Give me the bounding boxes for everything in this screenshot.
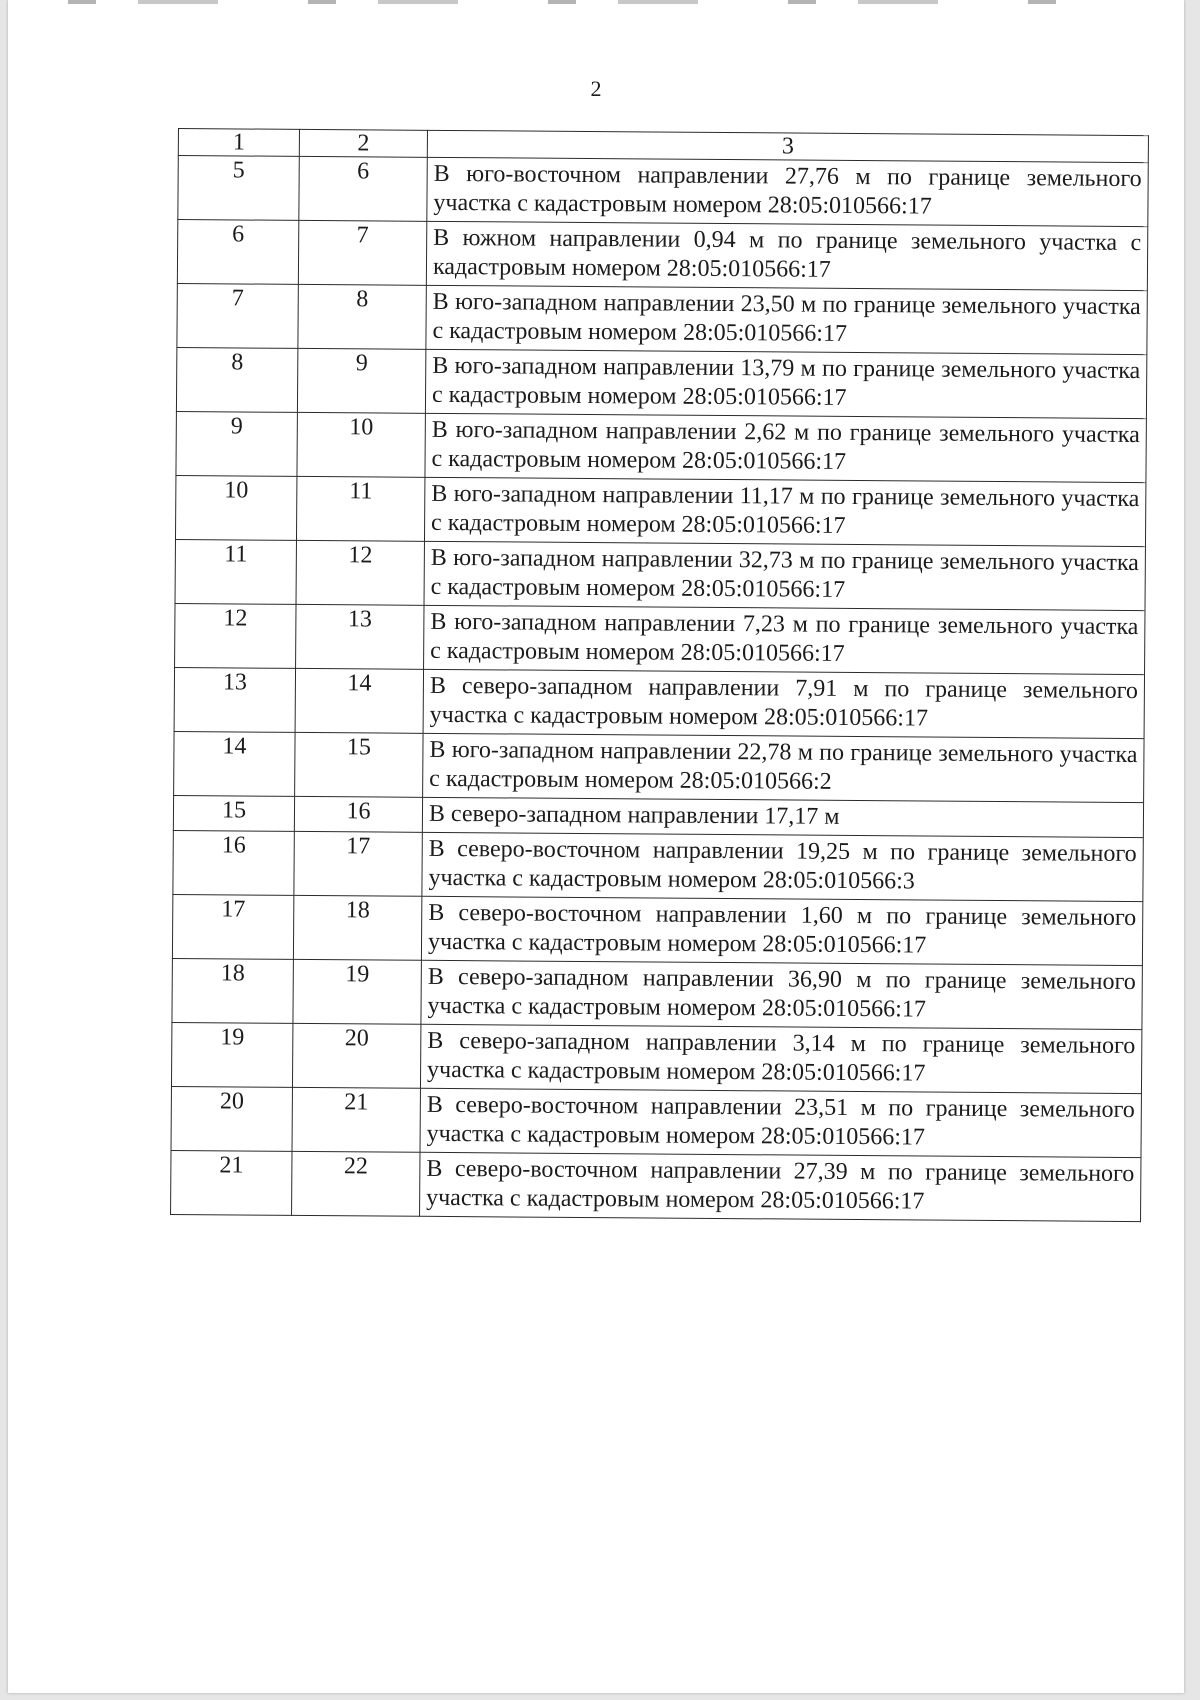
table-row	[172, 958, 1142, 1029]
boundary-description-cell: В юго-западном направлении 23,50 м по границе земельного участка с кадастровым номером 28:05:010566:17	[426, 285, 1147, 354]
boundary-description-cell: В северо-западном направлении 36,90 м по границе земельного участка с кадастровым номером 28:05:010566:17	[421, 960, 1142, 1029]
boundary-description-cell: В юго-западном направлении 22,78 м по границе земельного участка с кадастровым номером 28:05:010566:2	[423, 733, 1144, 802]
point-from-cell: 20	[171, 1086, 292, 1151]
point-to-cell: 15	[295, 732, 423, 797]
point-to-cell: 17	[294, 831, 422, 896]
point-from-cell: 8	[176, 347, 297, 412]
boundary-description-cell: В юго-западном направлении 32,73 м по границе земельного участка с кадастровым номером 28:05:010566:17	[424, 541, 1145, 610]
table-row	[171, 1086, 1141, 1157]
table-row	[172, 894, 1142, 965]
table-row	[177, 283, 1147, 354]
point-to-cell: 14	[295, 668, 423, 733]
table-row	[176, 411, 1146, 482]
boundary-description-cell: В юго-западном направлении 13,79 м по границе земельного участка с кадастровым номером 28:05:010566:17	[425, 349, 1146, 418]
boundary-description-cell: В южном направлении 0,94 м по границе земельного участка с кадастровым номером 28:05:010566:17	[426, 221, 1147, 290]
point-from-cell: 17	[172, 894, 293, 959]
point-to-cell: 18	[293, 895, 421, 960]
point-to-cell: 11	[296, 476, 424, 541]
header-cell-2: 2	[299, 129, 427, 157]
point-from-cell: 9	[176, 411, 297, 476]
table-row	[174, 731, 1144, 802]
boundary-description-cell: В северо-восточном направлении 23,51 м по границе земельного участка с кадастровым номером 28:05:010566:17	[420, 1088, 1141, 1157]
point-from-cell: 16	[173, 830, 294, 895]
table-container	[170, 128, 1148, 1222]
header-cell-1: 1	[178, 129, 299, 157]
point-to-cell: 13	[296, 604, 424, 669]
point-to-cell: 16	[294, 796, 422, 832]
table-row	[176, 347, 1146, 418]
table-row	[178, 156, 1148, 227]
table-row	[175, 603, 1145, 674]
point-from-cell: 12	[175, 603, 296, 668]
point-to-cell: 10	[297, 412, 425, 477]
point-from-cell: 15	[173, 795, 294, 831]
point-from-cell: 5	[178, 156, 299, 221]
point-from-cell: 10	[175, 475, 296, 540]
point-from-cell: 14	[174, 731, 295, 796]
table-row	[171, 1150, 1141, 1221]
point-from-cell: 18	[172, 958, 293, 1023]
point-from-cell: 13	[174, 667, 295, 732]
boundary-description-table	[170, 128, 1149, 1222]
boundary-description-cell: В юго-восточном направлении 27,76 м по границе земельного участка с кадастровым номером 28:05:010566:17	[427, 157, 1148, 226]
table-row	[171, 1022, 1141, 1093]
table-row	[175, 475, 1145, 546]
boundary-description-cell: В северо-восточном направлении 1,60 м по границе земельного участка с кадастровым номером 28:05:010566:17	[421, 896, 1142, 965]
point-to-cell: 21	[292, 1087, 420, 1152]
table-row	[174, 667, 1144, 738]
boundary-description-cell: В юго-западном направлении 11,17 м по границе земельного участка с кадастровым номером 28:05:010566:17	[424, 477, 1145, 546]
boundary-description-cell: В северо-западном направлении 17,17 м	[422, 797, 1143, 837]
table-body	[171, 129, 1149, 1222]
point-from-cell: 21	[171, 1150, 292, 1215]
point-from-cell: 7	[177, 283, 298, 348]
header-cell-3: 3	[427, 130, 1148, 162]
scan-edge-artifact	[68, 0, 1068, 4]
boundary-description-cell: В северо-восточном направлении 27,39 м по границе земельного участка с кадастровым номером 28:05:010566:17	[420, 1152, 1141, 1221]
point-to-cell: 8	[298, 284, 426, 349]
point-to-cell: 12	[296, 540, 424, 605]
point-to-cell: 22	[292, 1151, 420, 1216]
table-row	[175, 539, 1145, 610]
point-to-cell: 7	[298, 220, 426, 285]
point-to-cell: 19	[293, 959, 421, 1024]
document-page	[8, 0, 1184, 1693]
boundary-description-cell: В северо-восточном направлении 19,25 м по границе земельного участка с кадастровым номером 28:05:010566:3	[422, 832, 1143, 901]
point-to-cell: 9	[297, 348, 425, 413]
boundary-description-cell: В юго-западном направлении 7,23 м по границе земельного участка с кадастровым номером 28:05:010566:17	[424, 605, 1145, 674]
point-to-cell: 6	[299, 156, 427, 221]
point-from-cell: 6	[177, 220, 298, 285]
table-row	[177, 220, 1147, 291]
table-row	[173, 830, 1143, 901]
point-from-cell: 11	[175, 539, 296, 604]
point-from-cell: 19	[171, 1022, 292, 1087]
boundary-description-cell: В северо-западном направлении 3,14 м по границе земельного участка с кадастровым номером 28:05:010566:17	[420, 1024, 1141, 1093]
page-number: 2	[590, 76, 602, 101]
point-to-cell: 20	[292, 1023, 420, 1088]
boundary-description-cell: В юго-западном направлении 2,62 м по границе земельного участка с кадастровым номером 28:05:010566:17	[425, 413, 1146, 482]
boundary-description-cell: В северо-западном направлении 7,91 м по границе земельного участка с кадастровым номером 28:05:010566:17	[423, 669, 1144, 738]
